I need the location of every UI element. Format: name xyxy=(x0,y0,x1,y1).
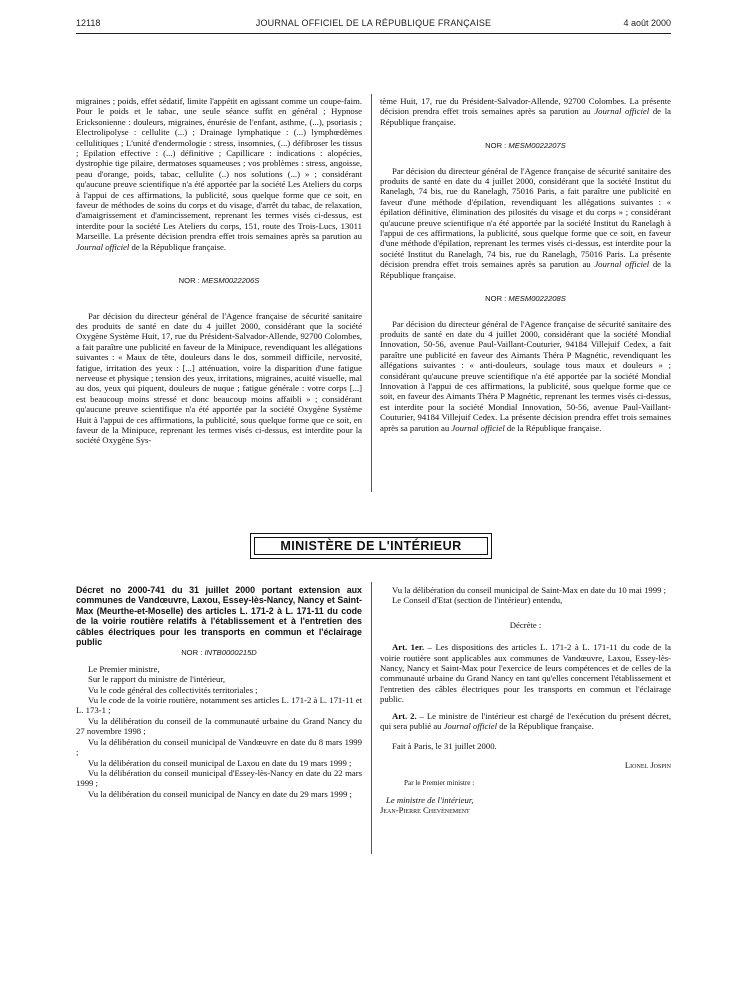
article-1: Art. 1er. – Les dispositions des articles L. 171-2 à L. 171-11 du code de la voirie routière sont applicables aux communes de Vandœuvre, Laxou, Essey-lès-Nancy, Nancy et Saint-Max pour l'exercice de leurs compétences et de celles de la communauté urbaine du Grand Nancy en tant qu'elles concernent l'établissement et l'entretien des câbles électriques pour les transports en commun et l'éclairage public. xyxy=(380,642,672,705)
decision-paragraph: Par décision du directeur général de l'Agence française de sécurité sanitaire des produits de santé en date du 4 juillet 2000, considérant que la société Institut du Ranelagh, 74 bis, rue du Ranelagh, 75016 Paris, a fait paraître une publicité en faveur d'une méthode d'épilation, revendiquant les allégations suivantes : « épilation définitive, élimination des pilosités du visage et du corps » ; considérant qu'aucune preuve scientifique n'a été apportée par la société Institut du Ranelagh à l'appui de ces affirmations, la publicité, sous quelque forme que ce soit, en faveur d'une méthode d'épilation, reprenant les termes visés ci-dessus, est interdite pour la société Institut du Ranelagh, 74 bis, rue du Ranelagh, 75016 Paris. La présente décision prendra effet trois semaines après sa parution au Journal officiel de la République française. xyxy=(380,165,671,280)
header-rule xyxy=(76,33,671,34)
issue-date: 4 août 2000 xyxy=(623,18,671,28)
nor-reference: NOR : MESM0022206S xyxy=(178,276,260,286)
decree-line: Le Conseil d'Etat (section de l'intérieur) entendu, xyxy=(392,595,563,606)
decree-line: Vu la délibération du conseil de la communauté urbaine du Grand Nancy du 27 novembre 1998 ; xyxy=(76,715,362,737)
top-right-column xyxy=(380,96,671,433)
page-number: 12118 xyxy=(76,18,101,28)
nor-reference: NOR : MESM0022208S xyxy=(485,294,566,304)
decree-left-column xyxy=(76,585,362,799)
decree-line: Le Premier ministre, xyxy=(88,663,160,674)
decision-paragraph: migraines ; poids, effet sédatif, limite l'appétit en agissant comme un coupe-faim. Pour le poids et le tabac, une seule séance suffit en général ; Hypnose Ericksonienne : douleurs, migraines, énurésie de l'enfant, asthme, (...), psoriasis ; Electrolipolyse : cellulite (...) ; Drainage lymphatique : (...) lymphœdèmes cellulitiques ; L'unité d'endermologie : stress, insomnies, (...) défibroser les tissus ; Epilation effective : (...) définitive ; Capillicare : indications : alopécies, dystrophie tige pilaire, dermatoses squameuses ; vos problèmes : stress, angoisse, peau d'orange, poids, tabac, cellulite (..) nos solutions (...) » ; considérant qu'aucune preuve scientifique n'a été apportée par la société Les Ateliers du corps à l'appui de ces affirmations, la publicité, sous quelque forme que ce soit, en faveur de méthodes de soins du corps et du visage, d'arrêt du tabac, de relaxation, d'amaigrissement et d'amincissement, reprenant les termes visés ci-dessus, est interdite pour la société Les Ateliers du corps, 151, route des Trois-Lucs, 13011 Marseille. La présente décision prendra effet trois semaines après sa parution au Journal officiel de la République française. xyxy=(76,96,362,252)
decree-line: Vu la délibération du conseil municipal de Vandœuvre en date du 8 mars 1999 ; xyxy=(76,736,362,758)
ministry-heading: MINISTÈRE DE L'INTÉRIEUR xyxy=(254,537,488,555)
decree-line: Vu la délibération du conseil municipal de Laxou en date du 19 mars 1999 ; xyxy=(88,757,352,768)
decree-nor-reference: NOR : INTB0000215D xyxy=(181,648,257,658)
page-header xyxy=(76,18,671,32)
minister-title: Le ministre de l'intérieur, xyxy=(386,794,474,805)
decree-line: Sur le rapport du ministre de l'intérieur, xyxy=(88,674,226,685)
top-left-column xyxy=(76,96,362,446)
article-2: Art. 2. – Le ministre de l'intérieur est chargé de l'exécution du présent décret, qui sera publié au Journal officiel de la République française. xyxy=(380,710,671,732)
nor-reference: NOR : MESM0022207S xyxy=(485,141,566,151)
column-divider-top xyxy=(371,94,372,492)
signature-minister: Jean-Pierre Chevènement xyxy=(380,805,470,816)
decree-title: Décret no 2000-741 du 31 juillet 2000 portant extension aux communes de Vandœuvre, Laxou, Essey-lès-Nancy, Nancy et Saint-Max (Meurthe-et-Moselle) des articles L. 171-2 à L. 171-11 du code de la voirie routière relatifs à l'établissement et à l'entretien des câbles électriques pour les transports en commun et l'éclairage public xyxy=(76,585,362,648)
decision-paragraph: Par décision du directeur général de l'Agence française de sécurité sanitaire des produits de santé en date du 4 juillet 2000, considérant que la société Mondial Innovation, 50-56, avenue Paul-Vaillant-Couturier, 94184 Villejuif Cedex, a fait paraître une publicité en faveur des Aimants Théra P Magnétic, revendiquant les allégations suivantes : « anti-douleurs, soulage tous maux et douleurs » ; considérant qu'aucune preuve scientifique n'a été apportée par la société Mondial Innovation à l'appui de ces affirmations, la publicité, sous quelque forme que ce soit, en faveur des Aimants Théra P Magnétic, reprenant les termes visés ci-dessus, est interdite pour la société Mondial Innovation, 50-56, avenue Paul-Vaillant-Couturier, 94184 Villejuif Cedex. La présente décision prendra effet trois semaines après sa parution au Journal officiel de la République française. xyxy=(380,318,671,433)
signature-prime-minister: Lionel Jospin xyxy=(624,759,671,770)
journal-title: JOURNAL OFFICIEL DE LA RÉPUBLIQUE FRANÇAISE xyxy=(255,18,492,28)
decision-paragraph: Par décision du directeur général de l'Agence française de sécurité sanitaire des produits de santé en date du 4 juillet 2000, considérant que la société Oxygène Système Huit, 17, rue du Président-Salvador-Allende, 92700 Colombes, a fait paraître une publicité en faveur de la Minipuce, revendiquant les allégations suivantes : « Maux de tête, douleurs dans le dos, sommeil difficile, nervosité, fatigue, irritation des yeux : [...] atténuation, voire la disparition d'une fatigue nerveuse et physique ; tension des yeux, irritations, migraines, acuité visuelle, mal au dos, yeux qui piquent, douleurs de nuque ; fatigue générale : votre corps [...] est beaucoup moins stressé et donc beaucoup moins affaibli » ; considérant qu'aucune preuve scientifique n'a été apportée par la société Oxygène Système Huit à l'appui de ces affirmations, la publicité, sous quelque forme que ce soit, en faveur de la Minipuce, reprenant les termes visés ci-dessus, est interdite pour la société Oxygène Sys- xyxy=(76,310,362,446)
decree-right-column xyxy=(380,585,671,816)
countersign-label: Par le Premier ministre : xyxy=(404,779,475,788)
decree-line: Vu la délibération du conseil municipal d'Essey-lès-Nancy en date du 22 mars 1999 ; xyxy=(76,767,362,789)
decision-paragraph: tème Huit, 17, rue du Président-Salvador-Allende, 92700 Colombes. La présente décision prendra effet trois semaines après sa parution au Journal officiel de la République française. xyxy=(380,96,671,127)
decree-place-date: Fait à Paris, le 31 juillet 2000. xyxy=(392,741,497,752)
column-divider-bottom xyxy=(371,582,372,854)
decree-decrete: Décrète : xyxy=(509,619,542,630)
decree-line: Vu le code général des collectivités territoriales ; xyxy=(88,684,258,695)
ministry-heading-box xyxy=(250,533,492,559)
decree-line: Vu la délibération du conseil municipal de Nancy en date du 29 mars 1999 ; xyxy=(88,788,352,799)
decree-line: Vu le code de la voirie routière, notamment ses articles L. 171-2 à L. 171-11 et L. 173-1 ; xyxy=(76,695,362,716)
decree-line: Vu la délibération du conseil municipal de Saint-Max en date du 10 mai 1999 ; xyxy=(392,585,667,595)
